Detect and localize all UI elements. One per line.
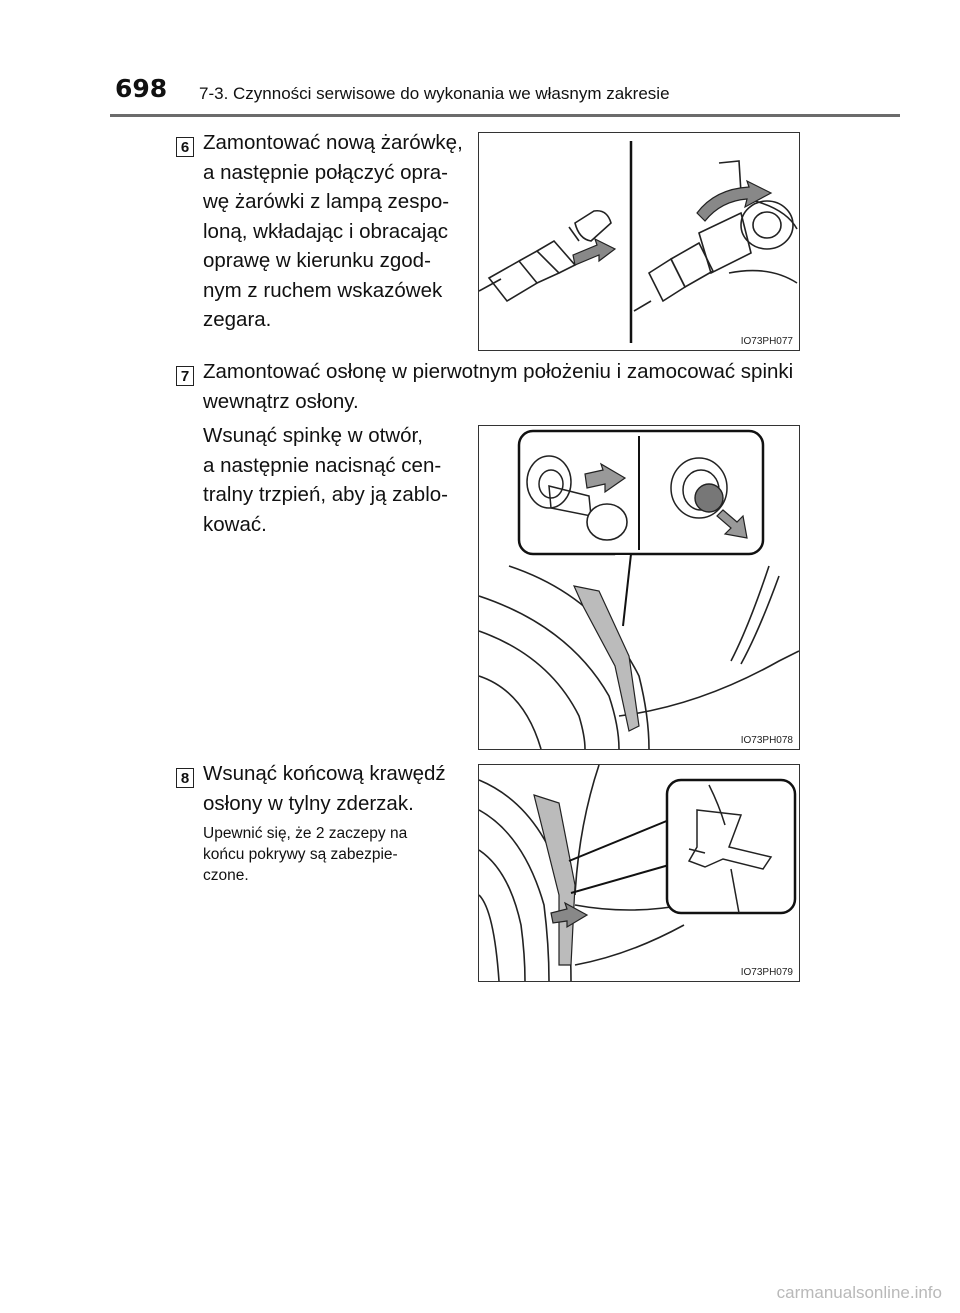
step-8-note-line: końcu pokrywy są zabezpie- xyxy=(203,846,398,863)
step-6-line: zegara. xyxy=(203,308,272,331)
step-8-line: Wsunąć końcową krawędź xyxy=(203,762,446,785)
step-7-subline: a następnie nacisnąć cen- xyxy=(203,453,442,477)
step-7-badge: 7 xyxy=(176,366,194,386)
step-7-line: Zamontować osłonę w pierwotnym położeniu i zamocować spinki xyxy=(203,360,794,383)
step-8-note-line: Upewnić się, że 2 zaczepy na xyxy=(203,825,408,842)
step-8-badge: 8 xyxy=(176,768,194,788)
step-6-text xyxy=(203,128,463,335)
bulb-install-figure xyxy=(478,132,800,351)
clip-install-illustration xyxy=(479,426,799,749)
step-6-line: loną, wkładając i obracając xyxy=(203,219,448,243)
step-8-note xyxy=(203,823,461,886)
bumper-insert-illustration xyxy=(479,765,799,981)
page-header xyxy=(0,0,960,120)
step-7-subline: tralny trzpień, aby ją zablo- xyxy=(203,483,448,506)
step-8-note-line: czone. xyxy=(203,867,249,884)
figure-code: IO73PH079 xyxy=(740,967,793,978)
page-number: 698 xyxy=(115,74,168,103)
watermark: carmanualsonline.info xyxy=(776,1283,942,1302)
step-6-line: a następnie połączyć opra- xyxy=(203,160,449,184)
step-8-line: osłony w tylny zderzak. xyxy=(203,791,414,815)
step-7-line: wewnątrz osłony. xyxy=(203,389,359,413)
figure-code: IO73PH077 xyxy=(740,336,793,347)
bulb-install-illustration xyxy=(479,133,799,350)
step-7-subtext xyxy=(203,421,463,539)
header-rule xyxy=(110,114,900,117)
section-title: 7-3. Czynności serwisowe do wykonania we własnym zakresie xyxy=(199,84,670,103)
figure-code: IO73PH078 xyxy=(740,735,793,746)
step-7-subline: kować. xyxy=(203,512,267,536)
step-6-line: oprawę w kierunku zgod- xyxy=(203,249,431,272)
step-6-line: Zamontować nową żarówkę, xyxy=(203,131,463,154)
step-6-badge: 6 xyxy=(176,137,194,157)
step-7-subline: Wsunąć spinkę w otwór, xyxy=(203,424,423,447)
step-6-line: nym z ruchem wskazówek xyxy=(203,278,443,302)
step-6-line: wę żarówki z lampą zespo- xyxy=(203,190,450,213)
bumper-insert-figure xyxy=(478,764,800,982)
step-7-text xyxy=(203,357,803,416)
step-8-text xyxy=(203,759,463,818)
clip-install-figure xyxy=(478,425,800,750)
